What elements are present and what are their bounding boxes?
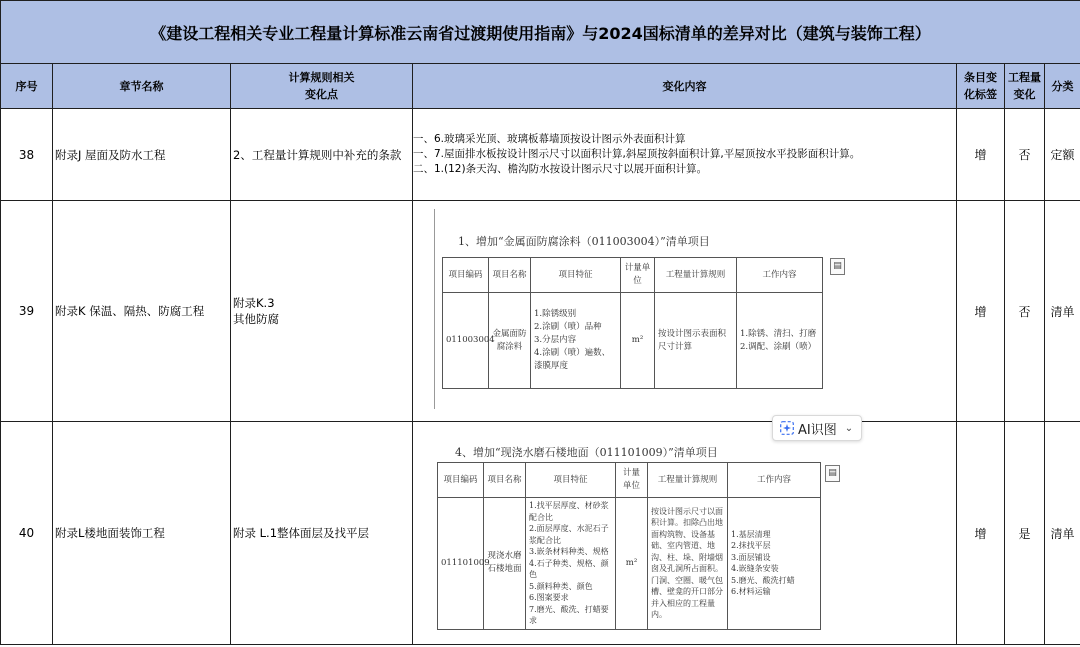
row-chapter: 附录K 保温、隔热、防腐工程 [53,201,231,422]
page-title: 《建设工程相关专业工程量计算标准云南省过渡期使用指南》与2024国标清单的差异对比（建筑与装饰工程） [1,1,1080,64]
row-cat: 清单 [1045,201,1080,422]
row-chapter: 附录J 屋面及防水工程 [53,109,231,201]
scan-caption: 4、增加“现浇水磨石楼地面（011101009）”清单项目 [455,446,718,459]
row-changes [413,109,957,201]
row-qty: 是 [1005,422,1045,645]
row-cat: 定额 [1045,109,1080,201]
header-change: 变化内容 [413,64,957,109]
table-row [1,422,1080,645]
chevron-down-icon[interactable]: ⌄ [844,422,854,434]
row-change-image [413,422,957,645]
table-row [1,109,1080,201]
row-change-image [413,201,957,422]
change-item: 一、6.玻璃采光顶、玻璃板幕墙顶按设计图示外表面积计算 [413,133,686,145]
ai-sparkle-icon [780,421,794,435]
row-seq: 38 [1,109,53,201]
scanned-table-image [413,201,956,420]
scanned-table-image [413,422,956,643]
row-rule: 2、工程量计算规则中补充的条款 [231,109,413,201]
row-chapter: 附录L楼地面装饰工程 [53,422,231,645]
header-seq: 序号 [1,64,53,109]
ai-recognize-button[interactable] [772,415,862,441]
row-qty: 否 [1005,201,1045,422]
row-rule: 附录K.3 其他防腐 [231,201,413,422]
header-row [1,64,1080,109]
row-tag: 增 [957,422,1005,645]
table-row [1,201,1080,422]
row-seq: 39 [1,201,53,422]
print-icon: ▤ [825,465,840,482]
ai-button-label: AI识图 [798,422,837,438]
row-tag: 增 [957,201,1005,422]
row-tag: 增 [957,109,1005,201]
header-cat: 分类 [1045,64,1080,109]
scan-caption: 1、增加“金属面防腐涂料（011003004）”清单项目 [458,235,710,248]
row-seq: 40 [1,422,53,645]
print-icon: ▤ [830,258,845,275]
header-chapter: 章节名称 [53,64,231,109]
row-qty: 否 [1005,109,1045,201]
change-item: 一、7.屋面排水板按设计图示尺寸以面积计算,斜屋顶按斜面积计算,平屋顶按水平投影面积计算。 [413,148,861,160]
change-item: 二、1.(12)条天沟、檐沟防水按设计图示尺寸以展开面积计算。 [413,163,708,175]
header-rule: 计算规则相关 变化点 [231,64,413,109]
header-tag: 条目变 化标签 [957,64,1005,109]
scan-table: 项目编码 项目名称 项目特征 计量单位 工程量计算规则 工作内容 011101009 现浇水磨石楼地面 1.找平层厚度、材砂浆配合比 2.面层厚度、水泥石子浆配合比 3.嵌条材料种类、规格 4.石子种类、规格、颜色 5.颜料种类、颜色 6.图案要求 7.磨光、酸洗、打蜡要求 m² 按设计图示尺寸以面积计算。扣除凸出地面构筑物、设备基础、室内管道、地沟、柱、垛、附墙烟囱及孔洞所占面积。门洞、空圈、暖气包槽、壁龛的开口部分并入相应的工程量内。 1.基层清理 2.抹找平层 3.面层铺设 4.嵌缝条安装 5.磨光、酸洗打蜡 6.材料运输 [437,462,821,630]
header-qty: 工程量 变化 [1005,64,1045,109]
scan-table: 项目编码 项目名称 项目特征 计量单位 工程量计算规则 工作内容 011003004 金属面防腐涂料 1.除锈级别 2.涂刷（喷）品种 3.分层内容 4.涂刷（喷）遍数、漆膜厚度 m² 按设计图示表面积尺寸计算 1.除锈、清扫、打磨 2.调配、涂刷（喷） [442,257,823,389]
row-rule: 附录 L.1整体面层及找平层 [231,422,413,645]
row-cat: 清单 [1045,422,1080,645]
